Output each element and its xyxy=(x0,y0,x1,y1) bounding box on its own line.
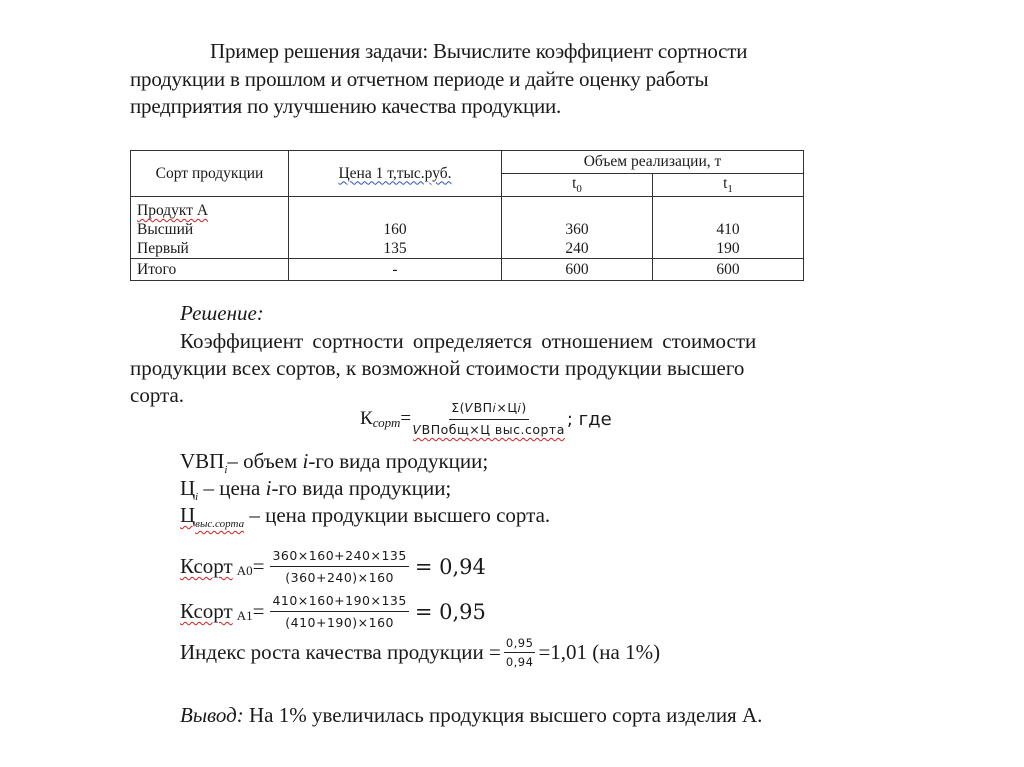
total-price: - xyxy=(289,259,502,281)
formula-denominator: 𝑉ВПобщ×Ц выс.сорта xyxy=(413,422,565,437)
total-name: Итого xyxy=(131,259,289,281)
quality-index: Индекс роста качества продукции = $\frac{0,95}{0,94}$ =1,01 (на 1%) xyxy=(180,636,661,669)
header-t0: $t_0$ xyxy=(502,174,653,197)
row-price-1: 160 xyxy=(383,221,407,238)
formula-numerator: Σ(𝑉ВП𝑖×Ц𝑖) xyxy=(449,400,528,420)
solution-line-2: продукции всех сортов, к возможной стоимости продукции высшего xyxy=(130,356,745,380)
row-t1-1: 410 xyxy=(716,221,740,238)
solution-line-1: Коэффициент сортности определяется отношением стоимости xyxy=(180,329,757,353)
table-row xyxy=(131,197,804,259)
header-sort: Сорт продукции xyxy=(131,151,289,197)
k-sort-a1: Ксорт $_{А1}$ = $\frac{410\times 160+190\times 135}{(410+190)\times 160}$ = 0,95 xyxy=(180,593,486,630)
k0-result: = 0,94 xyxy=(414,554,486,579)
solution-line-3: сорта. xyxy=(130,383,185,407)
definition-2: $Ц_i$ – цена i-го вида продукции; xyxy=(180,476,452,504)
product-names xyxy=(131,197,289,259)
sort-coefficient-formula: К $_{сорт}$ = $\frac{\text{Σ(𝑉ВП𝑖×Ц𝑖)}}{\text{𝑉ВПобщ×Ц выс.сорта}}$ ; где xyxy=(360,400,612,437)
task-line-3: предприятия по улучшению качества продукции. xyxy=(130,94,562,118)
row-name-1: Высший xyxy=(137,221,194,238)
conclusion-text: На 1% увеличилась продукция высшего сорта изделия А. xyxy=(243,703,763,727)
conclusion-label: Вывод: xyxy=(180,703,244,727)
definition-3: $Ц_{выс.сорта}$ – цена продукции высшего сорта. xyxy=(180,503,551,531)
total-t0: 600 xyxy=(502,259,653,281)
k1-numerator: 410×160+190×135 xyxy=(270,593,408,612)
header-volume: Объем реализации, т xyxy=(502,151,804,174)
solution-heading: Решение: xyxy=(180,301,264,325)
row-price-2: 135 xyxy=(383,240,407,257)
header-price xyxy=(289,151,502,197)
task-line-1: Пример решения задачи: Вычислите коэффициент сортности xyxy=(210,39,748,63)
conclusion xyxy=(180,702,762,729)
k1-denominator: (410+190)×160 xyxy=(285,615,395,630)
k1-result: = 0,95 xyxy=(414,599,486,624)
index-result: =1,01 (на 1%) xyxy=(538,640,661,664)
k-sort-a0: Ксорт $_{А0}$ = $\frac{360\times 160+240\times 135}{(360+240)\times 160}$ = 0,94 xyxy=(180,548,486,585)
k0-denominator: (360+240)×160 xyxy=(285,570,395,585)
row-t0-2: 240 xyxy=(565,240,589,257)
index-denominator: 0,94 xyxy=(505,655,534,669)
total-row xyxy=(131,259,804,281)
t1-cell xyxy=(653,197,804,259)
t0-cell xyxy=(502,197,653,259)
row-t0-1: 360 xyxy=(565,221,589,238)
row-name-2: Первый xyxy=(137,240,189,257)
row-t1-2: 190 xyxy=(716,240,740,257)
header-price-label: Цена 1 т,тыс.руб. xyxy=(338,164,452,182)
k0-numerator: 360×160+240×135 xyxy=(270,548,408,567)
total-t1: 600 xyxy=(653,259,804,281)
header-t1: $t_1$ xyxy=(653,174,804,197)
index-numerator: 0,95 xyxy=(504,636,536,653)
price-cell xyxy=(289,197,502,259)
definition-1: $VВП_i-$ объем i-го вида продукции; xyxy=(180,449,489,477)
product-label: Продукт А xyxy=(137,202,209,219)
task-line-2: продукции в прошлом и отчетном периоде и дайте оценку работы xyxy=(130,67,709,91)
sales-table xyxy=(130,150,804,281)
